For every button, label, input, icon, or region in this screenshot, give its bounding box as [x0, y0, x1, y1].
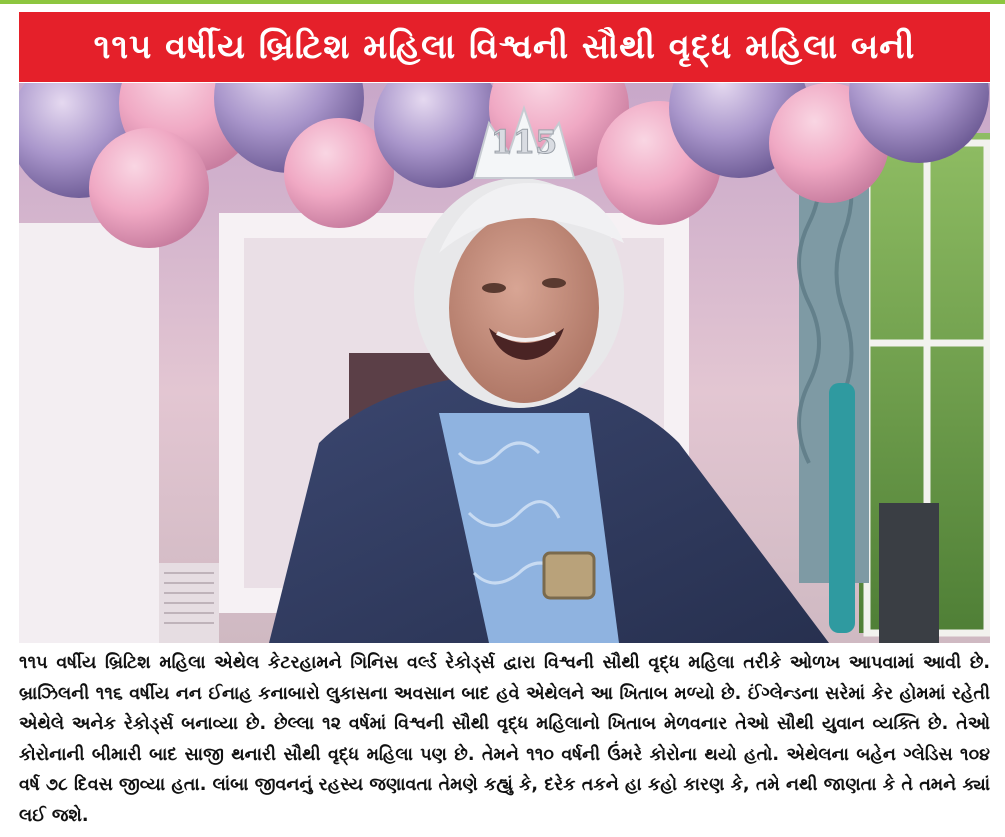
headline-banner	[19, 12, 990, 82]
article-body: ૧૧૫ વર્ષીય બ્રિટિશ મહિલા એથેલ કેટરહામને ગિનિસ વર્લ્ડ રેકોર્ડ્સ દ્વારા વિશ્વની સૌથી વૃદ્ધ મહિલા તરીકે ઓળખ આપવામાં આવી છે. બ્રાઝિલની ૧૧૬ વર્ષીય નન ઈનાહ કનાબારો લુકાસના અવસાન બાદ હવે એથેલને આ ખિતાબ મળ્યો છે. ઈંગ્લેન્ડના સરેમાં કેર હોમમાં રહેતી એથેલે અનેક રેકોર્ડ્સ બનાવ્યા છે. છેલ્લા ૧૨ વર્ષમાં વિશ્વની સૌથી વૃદ્ધ મહિલાનો ખિતાબ મેળવનાર તેઓ સૌથી યુવાન વ્યક્તિ છે. તેઓ કોરોનાની બીમારી બાદ સાજી થનારી સૌથી વૃદ્ધ મહિલા પણ છે. તેમને ૧૧૦ વર્ષની ઉંમરે કોરોના થયો હતો. એથેલના બહેન ગ્લેડિસ ૧૦૪ વર્ષ ૭૮ દિવસ જીવ્યા હતા. લાંબા જીવનનું રહસ્ય જણાવતા તેમણે કહ્યું કે, દરેક તકને હા કહો કારણ કે, તમે નથી જાણતા કે તે તમને ક્યાં લઈ જશે.	[19, 653, 990, 826]
headline: ૧૧૫ વર્ષીય બ્રિટિશ મહિલા વિશ્વની સૌથી વૃદ્ધ મહિલા બની	[93, 27, 916, 67]
tiara-number: 115	[490, 123, 558, 161]
top-accent-rule	[0, 0, 1005, 4]
news-photo	[19, 83, 990, 643]
